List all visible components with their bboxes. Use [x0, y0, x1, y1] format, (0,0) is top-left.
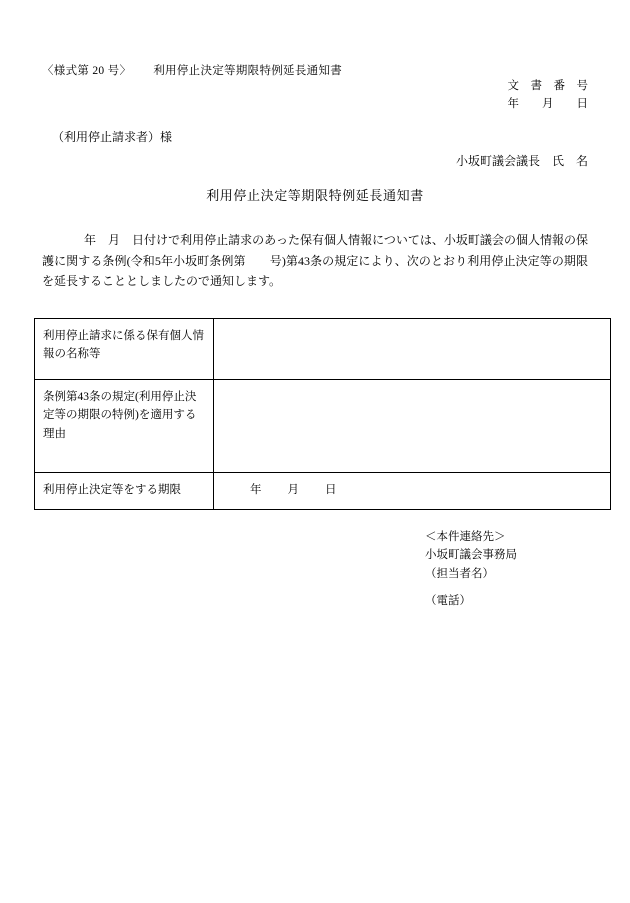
- table-cell-value[interactable]: [214, 380, 611, 473]
- addressee: （利用停止請求者）様: [52, 130, 173, 144]
- body-paragraph-text: 年 月 日付けで利用停止請求のあった保有個人情報については、小坂町議会の個人情報の保護に関する条例(令和5年小坂町条例第 号)第43条の規定により、次のとおり利用停止決定等の期限を延長することとしましたので通知します。: [42, 233, 588, 289]
- table-cell-value[interactable]: [214, 319, 611, 380]
- contact-heading: ＜本件連絡先＞: [425, 531, 506, 543]
- form-number: 〈様式第 20 号〉: [42, 65, 132, 77]
- notice-table: [34, 318, 611, 510]
- contact-office: 小坂町議会事務局: [425, 549, 517, 562]
- table-cell-value[interactable]: 年 月 日: [214, 473, 611, 510]
- document-meta: [508, 78, 589, 114]
- contact-block: [425, 528, 517, 611]
- document-date-label: 年 月 日: [507, 97, 588, 110]
- issuer: 小坂町議会議長 氏 名: [455, 154, 588, 168]
- table-row: [35, 380, 611, 473]
- form-caption: 利用停止決定等期限特例延長通知書: [153, 65, 343, 77]
- document-number-label: 文 書 番 号: [507, 80, 588, 92]
- body-paragraph: [42, 230, 588, 292]
- form-number-line: [42, 62, 342, 78]
- table-cell-label: 条例第43条の規定(利用停止決定等の期限の特例)を適用する理由: [35, 380, 214, 473]
- contact-person: （担当者名）: [425, 567, 494, 580]
- table-row: [35, 473, 611, 510]
- contact-phone: （電話）: [425, 595, 471, 608]
- table-cell-label: 利用停止請求に係る保有個人情報の名称等: [35, 319, 214, 380]
- page-title: 利用停止決定等期限特例延長通知書: [206, 188, 424, 203]
- table-cell-label: 利用停止決定等をする期限: [35, 473, 214, 510]
- table-row: [35, 319, 611, 380]
